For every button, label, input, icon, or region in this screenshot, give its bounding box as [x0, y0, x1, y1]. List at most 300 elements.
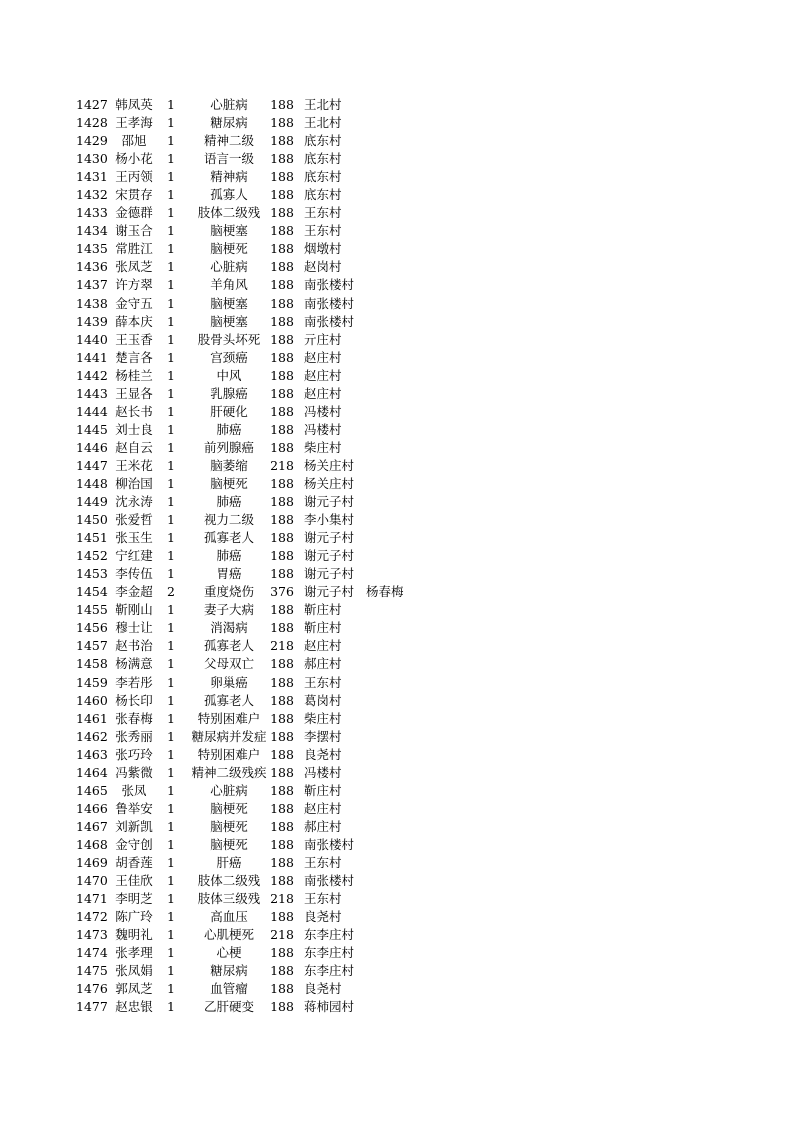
cell-person-count: 1	[167, 421, 175, 437]
cell-condition: 孤寡老人	[203, 530, 254, 546]
cell-condition: 脑梗死	[210, 818, 248, 834]
table-row	[0, 511, 793, 529]
cell-amount: 218	[270, 457, 294, 473]
cell-amount: 188	[270, 512, 294, 528]
cell-condition: 糖尿病	[210, 963, 248, 979]
cell-condition: 肺癌	[216, 421, 242, 437]
cell-person-name: 张玉生	[115, 530, 153, 546]
cell-condition: 中风	[216, 367, 242, 383]
cell-village: 赵庄村	[304, 385, 342, 401]
cell-amount: 188	[270, 818, 294, 834]
table-row	[0, 710, 793, 728]
cell-person-name: 刘新凯	[115, 818, 153, 834]
cell-amount: 188	[270, 566, 294, 582]
cell-person-name: 柳治国	[115, 475, 153, 491]
cell-person-count: 1	[167, 259, 175, 275]
cell-row-number: 1443	[76, 385, 108, 401]
table-row	[0, 313, 793, 331]
cell-amount: 188	[270, 151, 294, 167]
cell-condition: 父母双亡	[203, 656, 254, 672]
cell-person-name: 张秀丽	[115, 728, 153, 744]
cell-condition: 脑梗死	[210, 800, 248, 816]
cell-person-name: 赵忠银	[115, 999, 153, 1015]
cell-condition: 特别困难户	[197, 710, 261, 726]
cell-person-name: 张凤	[121, 782, 147, 798]
cell-amount: 188	[270, 656, 294, 672]
cell-condition: 心肌梗死	[203, 927, 254, 943]
cell-condition: 心梗	[216, 945, 242, 961]
cell-person-count: 1	[167, 295, 175, 311]
cell-amount: 188	[270, 367, 294, 383]
cell-person-count: 1	[167, 439, 175, 455]
cell-amount: 188	[270, 963, 294, 979]
cell-condition: 糖尿病	[210, 115, 248, 131]
cell-village: 郝庄村	[304, 656, 342, 672]
cell-condition: 肢体二级残	[197, 873, 261, 889]
cell-amount: 188	[270, 494, 294, 510]
cell-person-count: 1	[167, 403, 175, 419]
cell-person-count: 1	[167, 692, 175, 708]
cell-amount: 188	[270, 421, 294, 437]
cell-village: 底东村	[304, 169, 342, 185]
table-row	[0, 222, 793, 240]
cell-condition: 脑梗塞	[210, 223, 248, 239]
cell-person-name: 许方翠	[115, 277, 153, 293]
table-row	[0, 240, 793, 258]
cell-person-count: 1	[167, 151, 175, 167]
cell-row-number: 1442	[76, 367, 108, 383]
cell-row-number: 1460	[76, 692, 108, 708]
cell-person-name: 李明芝	[115, 891, 153, 907]
cell-row-number: 1435	[76, 241, 108, 257]
cell-row-number: 1459	[76, 674, 108, 690]
cell-village: 杨关庄村	[304, 457, 355, 473]
cell-person-count: 1	[167, 999, 175, 1015]
cell-person-count: 1	[167, 241, 175, 257]
cell-amount: 188	[270, 548, 294, 564]
cell-amount: 188	[270, 620, 294, 636]
cell-condition: 脑梗死	[210, 241, 248, 257]
cell-person-count: 1	[167, 115, 175, 131]
table-row	[0, 114, 793, 132]
cell-row-number: 1444	[76, 403, 108, 419]
table-row	[0, 186, 793, 204]
cell-village: 南张楼村	[304, 873, 355, 889]
cell-village: 王东村	[304, 854, 342, 870]
cell-condition: 血管瘤	[210, 981, 248, 997]
cell-person-name: 谢玉合	[115, 223, 153, 239]
cell-row-number: 1464	[76, 764, 108, 780]
cell-row-number: 1430	[76, 151, 108, 167]
cell-village: 谢元子村	[304, 584, 355, 600]
cell-village: 良尧村	[304, 746, 342, 762]
cell-row-number: 1466	[76, 800, 108, 816]
cell-row-number: 1462	[76, 728, 108, 744]
cell-condition: 心脏病	[210, 259, 248, 275]
cell-row-number: 1439	[76, 313, 108, 329]
cell-person-name: 冯紫微	[115, 764, 153, 780]
cell-condition: 精神二级	[203, 133, 254, 149]
cell-amount: 188	[270, 97, 294, 112]
cell-condition: 孤寡老人	[203, 692, 254, 708]
table-row	[0, 529, 793, 547]
cell-village: 王东村	[304, 205, 342, 221]
cell-condition: 脑梗死	[210, 475, 248, 491]
cell-person-name: 邵旭	[121, 133, 147, 149]
cell-condition: 重度烧伤	[203, 584, 254, 600]
cell-amount: 188	[270, 475, 294, 491]
cell-person-count: 1	[167, 494, 175, 510]
cell-amount: 188	[270, 692, 294, 708]
cell-row-number: 1450	[76, 512, 108, 528]
cell-row-number: 1457	[76, 638, 108, 654]
cell-village: 王东村	[304, 674, 342, 690]
cell-amount: 188	[270, 710, 294, 726]
cell-condition: 羊角风	[210, 277, 248, 293]
cell-village: 亓庄村	[304, 331, 342, 347]
cell-condition: 精神病	[210, 169, 248, 185]
table-row	[0, 583, 793, 601]
cell-village: 王北村	[304, 115, 342, 131]
table-row	[0, 403, 793, 421]
cell-person-name: 金德群	[115, 205, 153, 221]
cell-row-number: 1441	[76, 349, 108, 365]
cell-person-name: 常胜江	[115, 241, 153, 257]
cell-amount: 188	[270, 133, 294, 149]
cell-person-name: 张春梅	[115, 710, 153, 726]
cell-amount: 188	[270, 945, 294, 961]
table-row	[0, 96, 793, 114]
cell-amount: 188	[270, 349, 294, 365]
cell-person-count: 1	[167, 367, 175, 383]
cell-condition: 股骨头坏死	[197, 331, 261, 347]
cell-person-name: 穆士让	[115, 620, 153, 636]
cell-person-count: 1	[167, 223, 175, 239]
cell-village: 王东村	[304, 891, 342, 907]
cell-condition: 肝硬化	[210, 403, 248, 419]
cell-condition: 脑梗死	[210, 836, 248, 852]
cell-row-number: 1436	[76, 259, 108, 275]
cell-village: 冯楼村	[304, 421, 342, 437]
cell-amount: 188	[270, 530, 294, 546]
cell-person-count: 1	[167, 981, 175, 997]
cell-row-number: 1471	[76, 891, 108, 907]
cell-village: 南张楼村	[304, 313, 355, 329]
cell-row-number: 1477	[76, 999, 108, 1015]
cell-village: 南张楼村	[304, 277, 355, 293]
table-row	[0, 836, 793, 854]
cell-amount: 188	[270, 854, 294, 870]
cell-amount: 188	[270, 241, 294, 257]
cell-village: 柴庄村	[304, 439, 342, 455]
cell-amount: 188	[270, 169, 294, 185]
table-row	[0, 674, 793, 692]
cell-row-number: 1431	[76, 169, 108, 185]
cell-amount: 188	[270, 800, 294, 816]
table-row	[0, 890, 793, 908]
table-row	[0, 132, 793, 150]
cell-condition: 肢体二级残	[197, 205, 261, 221]
table-row	[0, 385, 793, 403]
cell-amount: 188	[270, 223, 294, 239]
cell-row-number: 1458	[76, 656, 108, 672]
cell-row-number: 1433	[76, 205, 108, 221]
table-row	[0, 728, 793, 746]
cell-village: 东李庄村	[304, 945, 355, 961]
cell-condition: 糖尿病并发症	[191, 728, 267, 744]
cell-person-name: 王显各	[115, 385, 153, 401]
cell-condition: 心脏病	[210, 782, 248, 798]
cell-person-name: 宋贯存	[115, 187, 153, 203]
cell-village: 东李庄村	[304, 963, 355, 979]
cell-village: 李小集村	[304, 512, 355, 528]
table-row	[0, 764, 793, 782]
cell-person-name: 赵长书	[115, 403, 153, 419]
cell-row-number: 1434	[76, 223, 108, 239]
cell-amount: 188	[270, 259, 294, 275]
table-row	[0, 872, 793, 890]
cell-condition: 特别困难户	[197, 746, 261, 762]
cell-row-number: 1446	[76, 439, 108, 455]
cell-person-count: 2	[167, 584, 175, 600]
cell-person-count: 1	[167, 548, 175, 564]
table-row	[0, 421, 793, 439]
cell-person-name: 张凤娟	[115, 963, 153, 979]
table-row	[0, 818, 793, 836]
cell-person-count: 1	[167, 566, 175, 582]
cell-person-count: 1	[167, 746, 175, 762]
cell-village: 李摆村	[304, 728, 342, 744]
table-row	[0, 655, 793, 673]
cell-village: 底东村	[304, 151, 342, 167]
cell-condition: 卵巢癌	[210, 674, 248, 690]
cell-village: 赵庄村	[304, 367, 342, 383]
cell-amount: 376	[270, 584, 294, 600]
table-row	[0, 475, 793, 493]
relief-list-table	[0, 96, 793, 1016]
cell-person-name: 赵书治	[115, 638, 153, 654]
cell-person-count: 1	[167, 782, 175, 798]
cell-amount: 188	[270, 205, 294, 221]
cell-person-name: 王丙领	[115, 169, 153, 185]
cell-row-number: 1456	[76, 620, 108, 636]
cell-condition: 高血压	[210, 909, 248, 925]
cell-amount: 218	[270, 927, 294, 943]
cell-amount: 188	[270, 782, 294, 798]
cell-row-number: 1470	[76, 873, 108, 889]
cell-person-count: 1	[167, 963, 175, 979]
table-row	[0, 944, 793, 962]
cell-person-name: 王孝海	[115, 115, 153, 131]
cell-amount: 188	[270, 115, 294, 131]
cell-person-count: 1	[167, 602, 175, 618]
cell-row-number: 1463	[76, 746, 108, 762]
cell-person-count: 1	[167, 277, 175, 293]
table-row	[0, 746, 793, 764]
cell-person-name: 张孝理	[115, 945, 153, 961]
cell-person-name: 杨小花	[115, 151, 153, 167]
cell-row-number: 1455	[76, 602, 108, 618]
cell-person-name: 沈永涛	[115, 494, 153, 510]
cell-person-count: 1	[167, 728, 175, 744]
cell-row-number: 1453	[76, 566, 108, 582]
cell-condition: 孤寡人	[210, 187, 248, 203]
cell-condition: 肢体三级残	[197, 891, 261, 907]
cell-person-count: 1	[167, 475, 175, 491]
cell-person-count: 1	[167, 313, 175, 329]
table-row	[0, 619, 793, 637]
cell-village: 谢元子村	[304, 530, 355, 546]
cell-person-count: 1	[167, 674, 175, 690]
cell-person-count: 1	[167, 349, 175, 365]
cell-amount: 188	[270, 313, 294, 329]
cell-person-name: 胡香莲	[115, 854, 153, 870]
cell-village: 赵庄村	[304, 638, 342, 654]
cell-person-name: 金守创	[115, 836, 153, 852]
table-row	[0, 295, 793, 313]
cell-amount: 218	[270, 891, 294, 907]
cell-condition: 妻子大病	[203, 602, 254, 618]
cell-row-number: 1468	[76, 836, 108, 852]
cell-person-name: 郭凤芝	[115, 981, 153, 997]
cell-row-number: 1472	[76, 909, 108, 925]
cell-person-count: 1	[167, 169, 175, 185]
cell-person-name: 王佳欣	[115, 873, 153, 889]
cell-row-number: 1445	[76, 421, 108, 437]
cell-person-count: 1	[167, 187, 175, 203]
cell-village: 赵庄村	[304, 800, 342, 816]
cell-person-name: 王玉香	[115, 331, 153, 347]
table-row	[0, 547, 793, 565]
table-row	[0, 962, 793, 980]
cell-row-number: 1454	[76, 584, 108, 600]
cell-person-name: 张巧玲	[115, 746, 153, 762]
table-row	[0, 258, 793, 276]
cell-person-name: 楚言各	[115, 349, 153, 365]
cell-amount: 188	[270, 981, 294, 997]
cell-row-number: 1473	[76, 927, 108, 943]
cell-person-name: 陈广玲	[115, 909, 153, 925]
cell-person-count: 1	[167, 945, 175, 961]
cell-person-count: 1	[167, 800, 175, 816]
cell-row-number: 1438	[76, 295, 108, 311]
cell-person-count: 1	[167, 331, 175, 347]
table-row	[0, 998, 793, 1016]
table-row	[0, 692, 793, 710]
cell-person-name: 韩凤英	[115, 97, 153, 112]
cell-amount: 188	[270, 674, 294, 690]
cell-village: 东李庄村	[304, 927, 355, 943]
cell-village: 靳庄村	[304, 602, 342, 618]
table-row	[0, 349, 793, 367]
cell-person-name: 靳刚山	[115, 602, 153, 618]
cell-row-number: 1476	[76, 981, 108, 997]
table-row	[0, 601, 793, 619]
cell-person-count: 1	[167, 909, 175, 925]
cell-row-number: 1429	[76, 133, 108, 149]
cell-row-number: 1469	[76, 854, 108, 870]
cell-person-name: 刘士良	[115, 421, 153, 437]
cell-person-name: 薛本庆	[115, 313, 153, 329]
cell-amount: 218	[270, 638, 294, 654]
table-row	[0, 457, 793, 475]
cell-amount: 188	[270, 728, 294, 744]
cell-village: 谢元子村	[304, 566, 355, 582]
cell-village: 良尧村	[304, 909, 342, 925]
cell-village: 底东村	[304, 187, 342, 203]
cell-person-count: 1	[167, 656, 175, 672]
table-row	[0, 331, 793, 349]
table-row	[0, 800, 793, 818]
cell-condition: 脑梗塞	[210, 295, 248, 311]
cell-row-number: 1452	[76, 548, 108, 564]
cell-condition: 乳腺癌	[210, 385, 248, 401]
table-row	[0, 204, 793, 222]
table-row	[0, 926, 793, 944]
cell-village: 赵岗村	[304, 259, 342, 275]
cell-condition: 语言一级	[203, 151, 254, 167]
cell-row-number: 1461	[76, 710, 108, 726]
cell-person-count: 1	[167, 836, 175, 852]
cell-amount: 188	[270, 439, 294, 455]
cell-person-count: 1	[167, 891, 175, 907]
cell-person-count: 1	[167, 818, 175, 834]
cell-person-name: 赵自云	[115, 439, 153, 455]
cell-village: 柴庄村	[304, 710, 342, 726]
cell-person-count: 1	[167, 205, 175, 221]
cell-village: 郝庄村	[304, 818, 342, 834]
cell-person-name: 鲁举安	[115, 800, 153, 816]
cell-row-number: 1428	[76, 115, 108, 131]
cell-condition: 脑梗塞	[210, 313, 248, 329]
cell-amount: 188	[270, 187, 294, 203]
cell-person-name: 李传伍	[115, 566, 153, 582]
cell-village: 王东村	[304, 223, 342, 239]
cell-condition: 精神二级残疾	[191, 764, 267, 780]
cell-person-count: 1	[167, 457, 175, 473]
cell-village: 冯楼村	[304, 403, 342, 419]
cell-row-number: 1432	[76, 187, 108, 203]
cell-amount: 188	[270, 873, 294, 889]
table-row	[0, 276, 793, 294]
cell-condition: 视力二级	[203, 512, 254, 528]
cell-amount: 188	[270, 403, 294, 419]
cell-condition: 消渴病	[210, 620, 248, 636]
cell-amount: 188	[270, 602, 294, 618]
cell-village: 靳庄村	[304, 782, 342, 798]
cell-person-count: 1	[167, 512, 175, 528]
cell-condition: 心脏病	[210, 97, 248, 112]
cell-amount: 188	[270, 764, 294, 780]
cell-person-count: 1	[167, 764, 175, 780]
cell-amount: 188	[270, 909, 294, 925]
table-row	[0, 367, 793, 385]
cell-person-count: 1	[167, 133, 175, 149]
cell-condition: 肺癌	[216, 548, 242, 564]
cell-village: 谢元子村	[304, 494, 355, 510]
cell-condition: 脑萎缩	[210, 457, 248, 473]
cell-village: 杨关庄村	[304, 475, 355, 491]
table-row	[0, 854, 793, 872]
cell-person-count: 1	[167, 385, 175, 401]
cell-amount: 188	[270, 836, 294, 852]
cell-condition: 胃癌	[216, 566, 242, 582]
cell-person-name: 杨长印	[115, 692, 153, 708]
table-row	[0, 150, 793, 168]
cell-person-name: 李若彤	[115, 674, 153, 690]
table-row	[0, 565, 793, 583]
table-row	[0, 168, 793, 186]
